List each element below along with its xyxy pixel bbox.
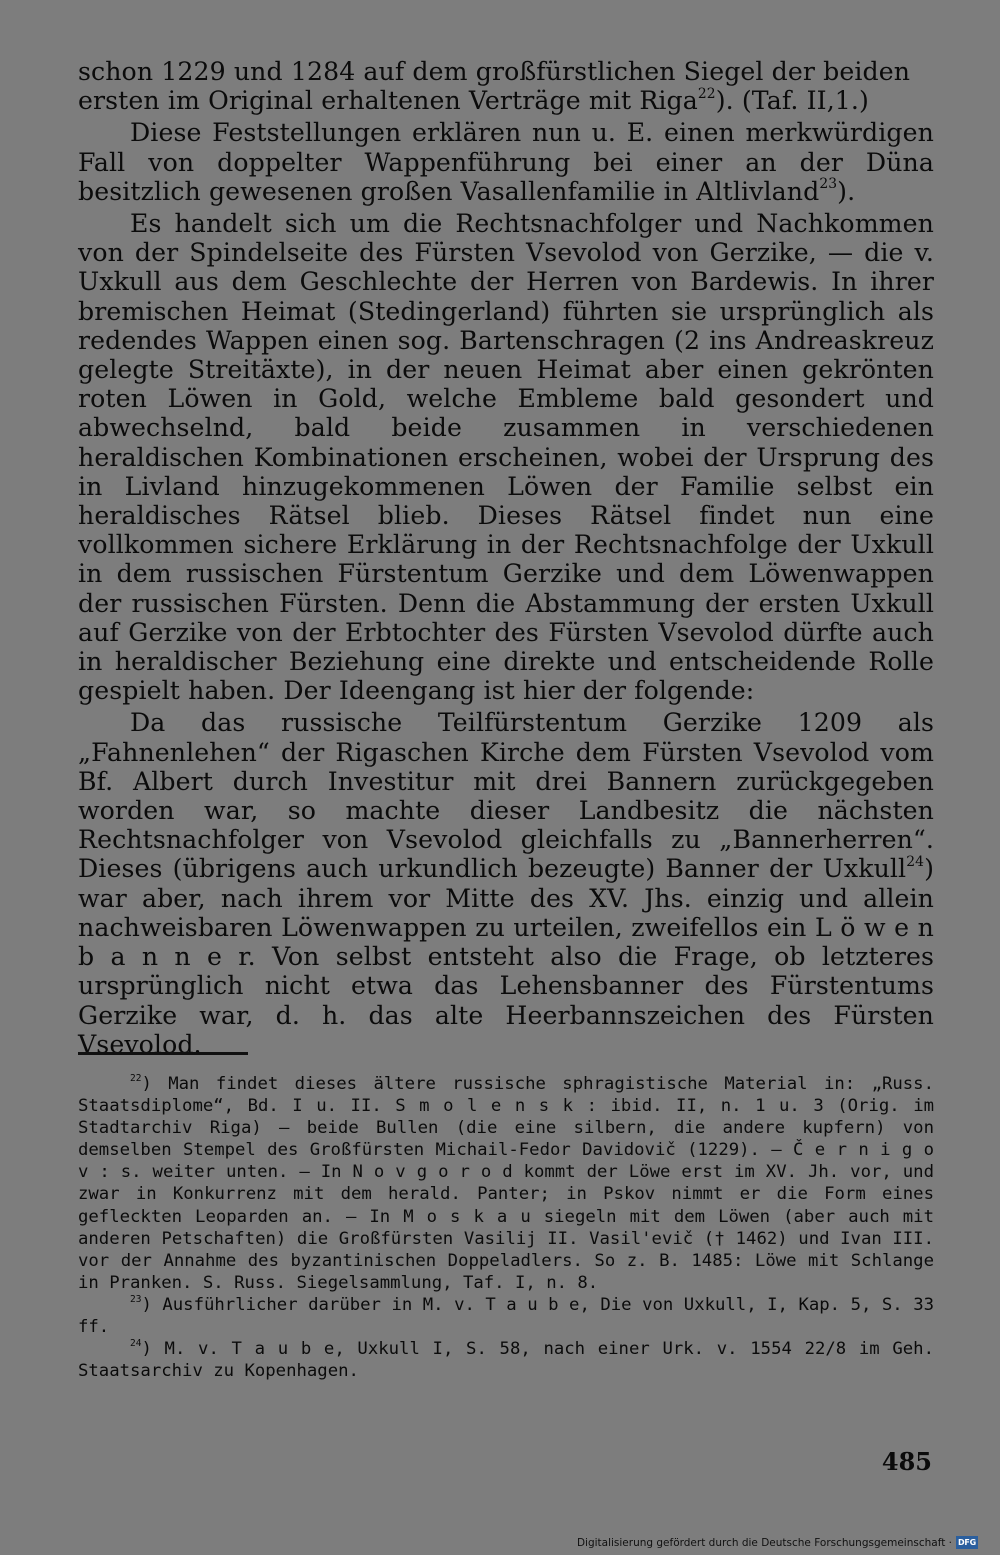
footnote-23-text: ) Ausführlicher darüber in M. v. T a u b e, Die von Uxkull, I, Kap. 5, S. 33 ff.	[78, 1294, 934, 1338]
paragraph-1-line-2: ersten im Original erhaltenen Verträge mit Riga	[78, 86, 698, 116]
footnotes	[78, 1073, 934, 1382]
paragraph-2-tail: ).	[837, 176, 856, 206]
footnote-number-23: 23	[130, 1293, 142, 1305]
footnote-ref-22: 22	[697, 85, 716, 102]
paragraph-2	[78, 118, 934, 206]
footnote-number-22: 22	[130, 1072, 142, 1084]
paragraph-4	[78, 708, 934, 1058]
digitization-credit	[577, 1536, 978, 1549]
paragraph-4-text: Da das russische Teilfürstentum Gerzike 1209 als „Fahnenlehen“ der Rigaschen Kirche dem Fürsten Vsevolod vom Bf. Albert durch Investitur mit drei Bannern zurückgegeben worden war, so machte dieser Landbesitz die nächsten Rechtsnachfolger von Vsevolod gleichfalls zu „Bannerherren“. Dieses (übrigens auch urkundlich bezeugte) Banner der Uxkull	[78, 708, 934, 884]
paragraph-1-line-1: schon 1229 und 1284 auf dem großfürstlichen Siegel der beiden	[78, 57, 911, 86]
credit-text: Digitalisierung gefördert durch die Deutsche Forschungsgemeinschaft ·	[576, 1536, 952, 1549]
dfg-logo-icon: DFG	[957, 1538, 977, 1547]
body-text	[78, 57, 934, 1059]
paragraph-2-text: Diese Feststellungen erklären nun u. E. einen merkwürdigen Fall von doppelter Wappenführung bei einer an der Düna besitzlich gewesenen großen Vasallenfamilie in Altlivland	[78, 118, 934, 206]
footnote-24	[78, 1338, 934, 1382]
footnote-22-text: ) Man findet dieses ältere russische sphragistische Material in: „Russ. Staatsdiplome“, Bd. I u. II. S m o l e n s k : ibid. II, n. 1 u. 3 (Orig. im Stadtarchiv Riga) — beide Bullen (die eine silbern, die andere kupfern) von demselben Stempel des Großfürsten Michail-Fedor Davidovič (1229). — Č e r n i g o v : s. weiter unten. — In N o v g o r o d kommt der Löwe erst im XV. Jh. vor, und zwar in Konkurrenz mit dem herald. Panter; in Pskov nimmt er die Form eines gefleckten Leoparden an. — In M o s k a u siegeln mit dem Löwen (aber auch mit anderen Petschaften) die Großfürsten Vasilij II. Vasil'evič († 1462) und Ivan III. vor der Annahme des byzantinischen Doppeladlers. So z. B. 1485: Löwe mit Schlange in Pranken. S. Russ. Siegelsammlung, Taf. I, n. 8.	[78, 1074, 934, 1293]
paragraph-4-tail: ) war aber, nach ihrem vor Mitte des XV. Jhs. einzig und allein nachweisbaren Löwenwappen zu urteilen, zweifellos ein L ö w e n b a n n e r. Von selbst entsteht also die Frage, ob letzteres ursprünglich nicht etwa das Lehensbanner des Fürstentums Gerzike war, d. h. das alte Heerbannszeichen des Fürsten Vsevolod.	[78, 854, 934, 1059]
footnote-ref-23: 23	[819, 176, 838, 193]
footnote-number-24: 24	[130, 1337, 142, 1349]
footnote-23	[78, 1294, 934, 1338]
paragraph-3-text: Es handelt sich um die Rechtsnachfolger und Nachkommen von der Spindelseite des Fürsten Vsevolod von Gerzike, — die v. Uxkull aus dem Geschlechte der Herren von Bardewis. In ihrer bremischen Heimat (Stedingerland) führten sie ursprünglich als redendes Wappen einen sog. Bartenschragen (2 ins Andreaskreuz gelegte Streitäxte), in der neuen Heimat aber einen gekrönten roten Löwen in Gold, welche Embleme bald gesondert und abwechselnd, bald beide zusammen in verschiedenen heraldischen Kombinationen erscheinen, wobei der Ursprung des in Livland hinzugekommenen Löwen der Familie selbst ein heraldisches Rätsel blieb. Dieses Rätsel findet nun eine vollkommen sichere Erklärung in der Rechtsnachfolge der Uxkull in dem russischen Fürstentum Gerzike und dem Löwenwappen der russischen Fürsten. Denn die Abstammung der ersten Uxkull auf Gerzike von der Erbtochter des Fürsten Vsevolod dürfte auch in heraldischer Beziehung eine direkte und entscheidende Rolle gespielt haben. Der Ideengang ist hier der folgende:	[78, 209, 934, 706]
paragraph-3	[78, 209, 934, 705]
footnote-ref-24: 24	[906, 854, 925, 871]
footnote-22	[78, 1073, 934, 1294]
page-number: 485	[881, 1447, 932, 1476]
paragraph-1-tail: ). (Taf. II,1.)	[715, 86, 869, 116]
footnote-divider	[78, 1052, 248, 1055]
footnote-24-text: ) M. v. T a u b e, Uxkull I, S. 58, nach einer Urk. v. 1554 22/8 im Geh. Staatsarchiv zu Kopenhagen.	[78, 1339, 934, 1382]
paragraph-1	[78, 57, 934, 115]
